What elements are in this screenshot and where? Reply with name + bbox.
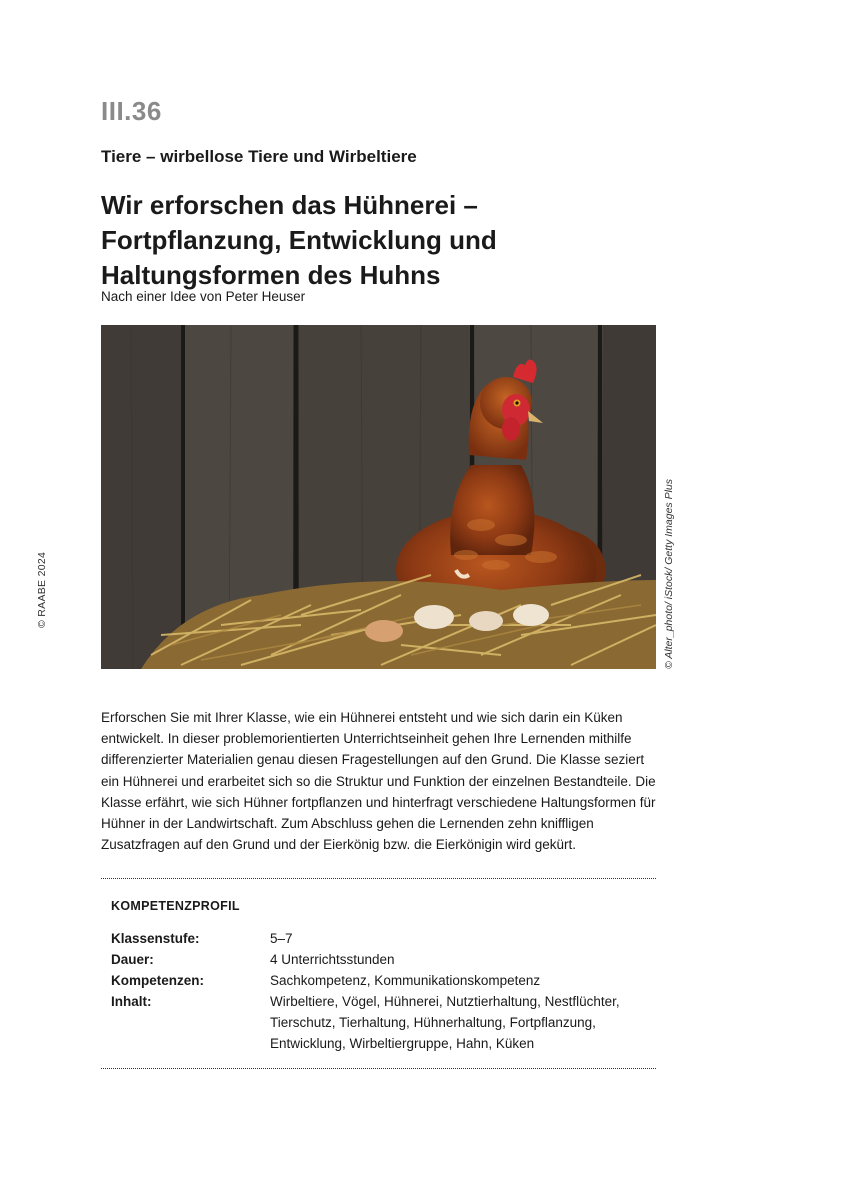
hen-photo	[101, 325, 656, 669]
author-line: Nach einer Idee von Peter Heuser	[101, 289, 306, 304]
profile-label: Inhalt:	[111, 994, 152, 1009]
photo-credit: © Alter_photo/ iStock/ Getty Images Plus	[663, 478, 675, 669]
profile-label: Klassenstufe:	[111, 931, 200, 946]
profile-row-competences	[111, 970, 651, 991]
section-number: III.36	[101, 96, 162, 126]
topic-heading: Tiere – wirbellose Tiere und Wirbeltiere	[101, 147, 417, 166]
intro-paragraph: Erforschen Sie mit Ihrer Klasse, wie ein Hühnerei entsteht und wie sich darin ein Küken entwickelt. In dieser problemorientierten Unterrichtseinheit gehen Ihre Lernenden mithilfe differenzierter Materialien genau diesen Fragestellungen auf den Grund. Die Klasse seziert ein Hühnerei und erarbeitet sich so die Struktur und Funktion der einzelnen Bestandteile. Die Klasse erfährt, wie sich Hühner fortpflanzen und hinterfragt verschiedene Haltungsformen für Hühner in der Landwirtschaft. Zum Abschluss gehen die Lernenden zehn kniffligen Zusatzfragen auf den Grund und der Eierkönig bzw. die Eierkönigin wird gekürt.	[101, 710, 656, 853]
profile-row-duration	[111, 949, 651, 970]
profile-row-content	[111, 991, 651, 1054]
profile-value: 5–7	[270, 931, 293, 946]
profile-label: Dauer:	[111, 952, 154, 967]
profile-value: 4 Unterrichtsstunden	[270, 952, 395, 967]
dotted-divider-top	[101, 878, 656, 879]
profile-heading: KOMPETENZPROFIL	[111, 899, 240, 913]
page-title: Wir erforschen das Hühnerei – Fortpflanzung, Entwicklung und Haltungsformen des Huhns	[101, 190, 497, 290]
competence-profile	[111, 928, 651, 1054]
dotted-divider-bottom	[101, 1068, 656, 1069]
profile-row-grade	[111, 928, 651, 949]
profile-value: Sachkompetenz, Kommunikationskompetenz	[270, 973, 541, 988]
side-copyright: © RAABE 2024	[36, 551, 48, 628]
profile-value: Wirbeltiere, Vögel, Hühnerei, Nutztierhaltung, Nestflüchter, Tierschutz, Tierhaltung, Hühnerhaltung, Fortpflanzung, Entwicklung, Wirbeltiergruppe, Hahn, Küken	[270, 994, 620, 1051]
profile-label: Kompetenzen:	[111, 973, 205, 988]
